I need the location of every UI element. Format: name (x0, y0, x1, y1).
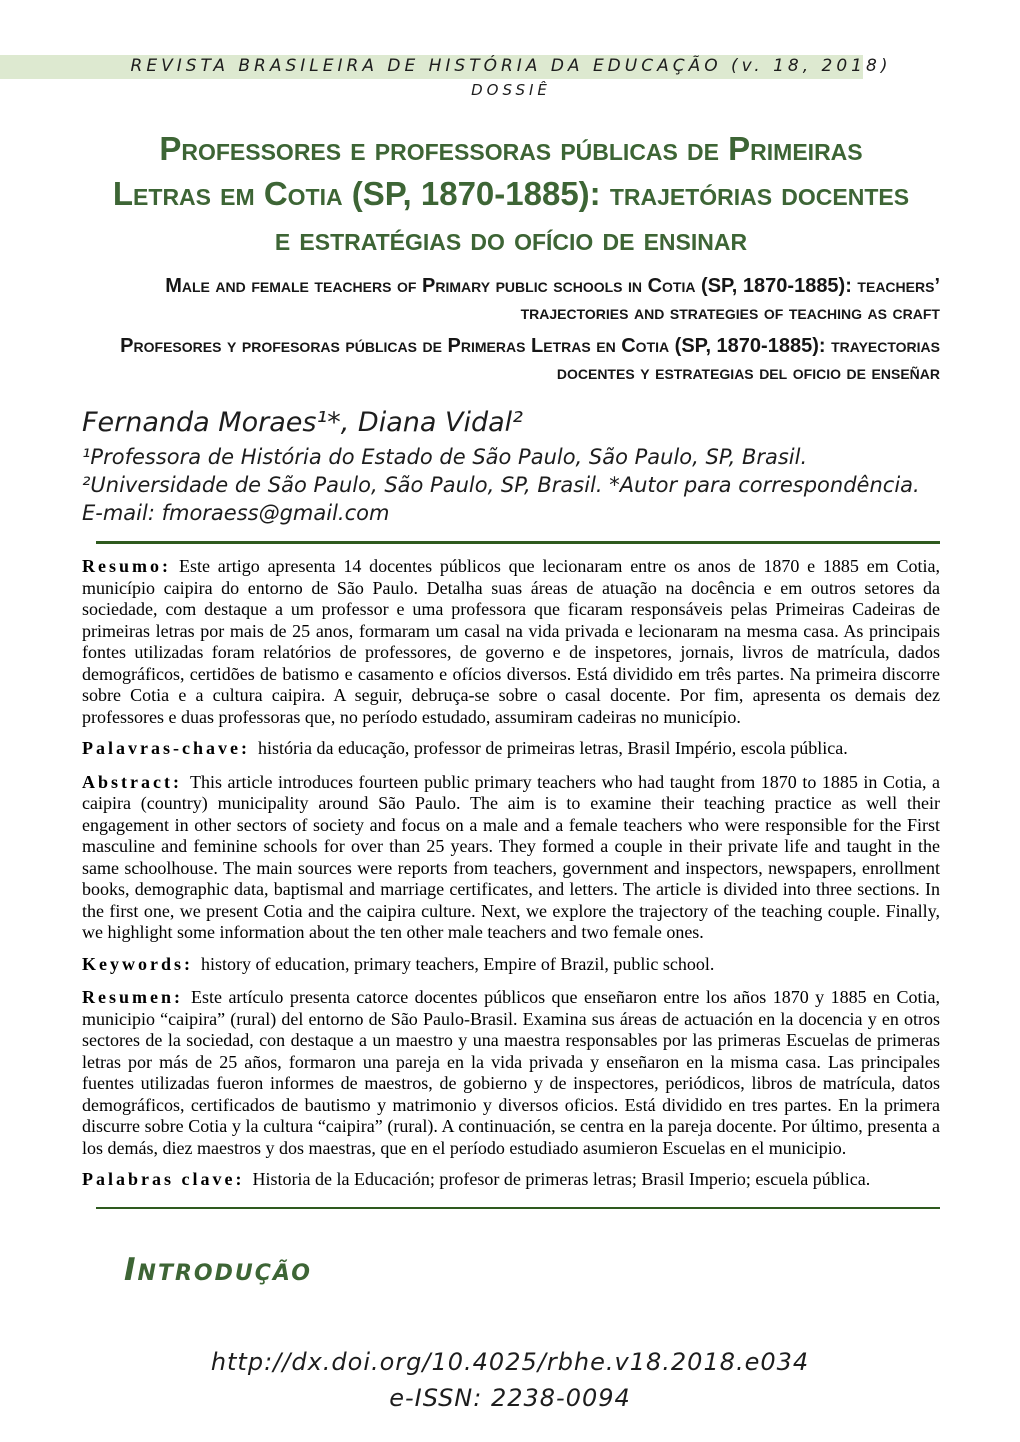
article-title-pt: Professores e professoras públicas de Primeiras Letras em Cotia (SP, 1870-1885): trajetórias docentes e estratégias do ofício de ensinar (112, 130, 910, 257)
abstract-text: This article introduces fourteen public primary teachers who had taught from 1870 to 1885 in Cotia, a caipira (country) municipality around São Paulo. The aim is to examine their teaching practice as well their engagement in other sectors of society and focus on a male and a female teachers who were responsible for the First masculine and feminine schools for over than 25 years. They formed a couple in their private life and taught in the same schoolhouse. The main sources were reports from teachers, government and inspectors, newspapers, enrollment books, demographic data, baptismal and marriage certificates, and letters. The article is divided into three sections. In the first one, we present Cotia and the caipira culture. Next, we explore the trajectory of the teaching couple. Finally, we highlight some information about the ten other male teachers and two female ones. (82, 771, 940, 942)
palabras-clave-text: Historia de la Educación; profesor de primeras letras; Brasil Imperio; escuela pública. (252, 1169, 871, 1189)
section-label-dossie: DOSSIÊ (471, 81, 551, 99)
abstract-paragraph (82, 772, 940, 944)
separator-rule-bottom (96, 1207, 940, 1209)
palavras-chave-paragraph (82, 738, 940, 760)
keywords-label: Keywords: (82, 953, 193, 974)
page-footer (0, 1344, 1020, 1416)
journal-title: REVISTA BRASILEIRA DE HISTÓRIA DA EDUCAÇÃO (v. 18, 2018) (130, 56, 892, 76)
keywords-paragraph (82, 954, 940, 976)
introduction-heading: Introdução (124, 1251, 312, 1288)
palabras-clave-label: Palabras clave: (82, 1169, 245, 1189)
article-title-es: Profesores y profesoras públicas de Primeras Letras en Cotia (SP, 1870-1885): trayectorias docentes y estrategias del oficio de enseñar (120, 335, 940, 384)
palavras-chave-text: história da educação, professor de primeiras letras, Brasil Império, escola pública. (257, 738, 848, 758)
palavras-chave-label: Palavras-chave: (82, 738, 250, 758)
keywords-text: history of education, primary teachers, Empire of Brazil, public school. (201, 953, 715, 974)
resumo-paragraph (82, 556, 940, 728)
resumo-label: Resumo: (82, 556, 171, 576)
abstract-label: Abstract: (82, 771, 182, 792)
authors-line: Fernanda Moraes¹*, Diana Vidal² (82, 407, 523, 438)
separator-rule-top (96, 541, 940, 544)
doi-text: http://dx.doi.org/10.4025/rbhe.v18.2018.e034 (210, 1348, 810, 1376)
palabras-clave-paragraph (82, 1169, 940, 1191)
resumen-label: Resumen: (82, 987, 183, 1007)
affiliation-line: ¹Professora de História do Estado de São Paulo, São Paulo, SP, Brasil. ²Universidade de São Paulo, São Paulo, SP, Brasil. *Autor para correspondência. E-mail: fmoraess@gmail.com (82, 445, 920, 525)
resumen-text: Este artículo presenta catorce docentes públicos que enseñaron entre los años 1870 y 1885 en Cotia, municipio “caipira” (rural) del entorno de São Paulo-Brasil. Examina sus áreas de actuación en la docencia y en otros sectores de la sociedad, con destaque a un maestro y una maestra responsables por las primeras Escuelas de primeras letras por más de 25 años, formaron una pareja en la vida privada y enseñaron en la misma casa. Las principales fuentes utilizadas fueron informes de maestros, de gobierno y de inspectores, periódicos, libros de matrícula, datos demográficos, certificados de bautismo y matrimonio y diversos oficios. Está dividido en tres partes. En la primera discurre sobre Cotia y la cultura “caipira” (rural). A continuación, se centra en la pareja docente. Por último, presenta a los demás, diez maestros y dos maestras, que en el período estudiado asumieron Escuelas en el municipio. (82, 987, 940, 1158)
issn-text: e-ISSN: 2238-0094 (389, 1384, 631, 1412)
resumen-paragraph (82, 987, 940, 1159)
article-title-en: Male and female teachers of Primary public schools in Cotia (SP, 1870-1885): teachers’ trajectories and strategies of teaching as craft (165, 275, 940, 324)
resumo-text: Este artigo apresenta 14 docentes públicos que lecionaram entre os anos de 1870 e 1885 em Cotia, município caipira do entorno de São Paulo. Detalha suas áreas de atuação na docência e em outros setores da sociedade, com destaque a um professor e uma professora que ficaram responsáveis pelas Primeiras Cadeiras de primeiras letras por mais de 25 anos, formaram um casal na vida privada e lecionaram na mesma casa. As principais fontes utilizadas foram relatórios de professores, de governo e de inspetores, jornais, livros de matrícula, dados demográficos, certidões de batismo e casamento e ofícios diversos. Está dividido em três partes. Na primeira discorre sobre Cotia e a cultura caipira. A seguir, debruça-se sobre o casal docente. Por fim, apresenta os demais dez professores e duas professoras que, no período estudado, assumiram cadeiras no município. (82, 556, 940, 727)
